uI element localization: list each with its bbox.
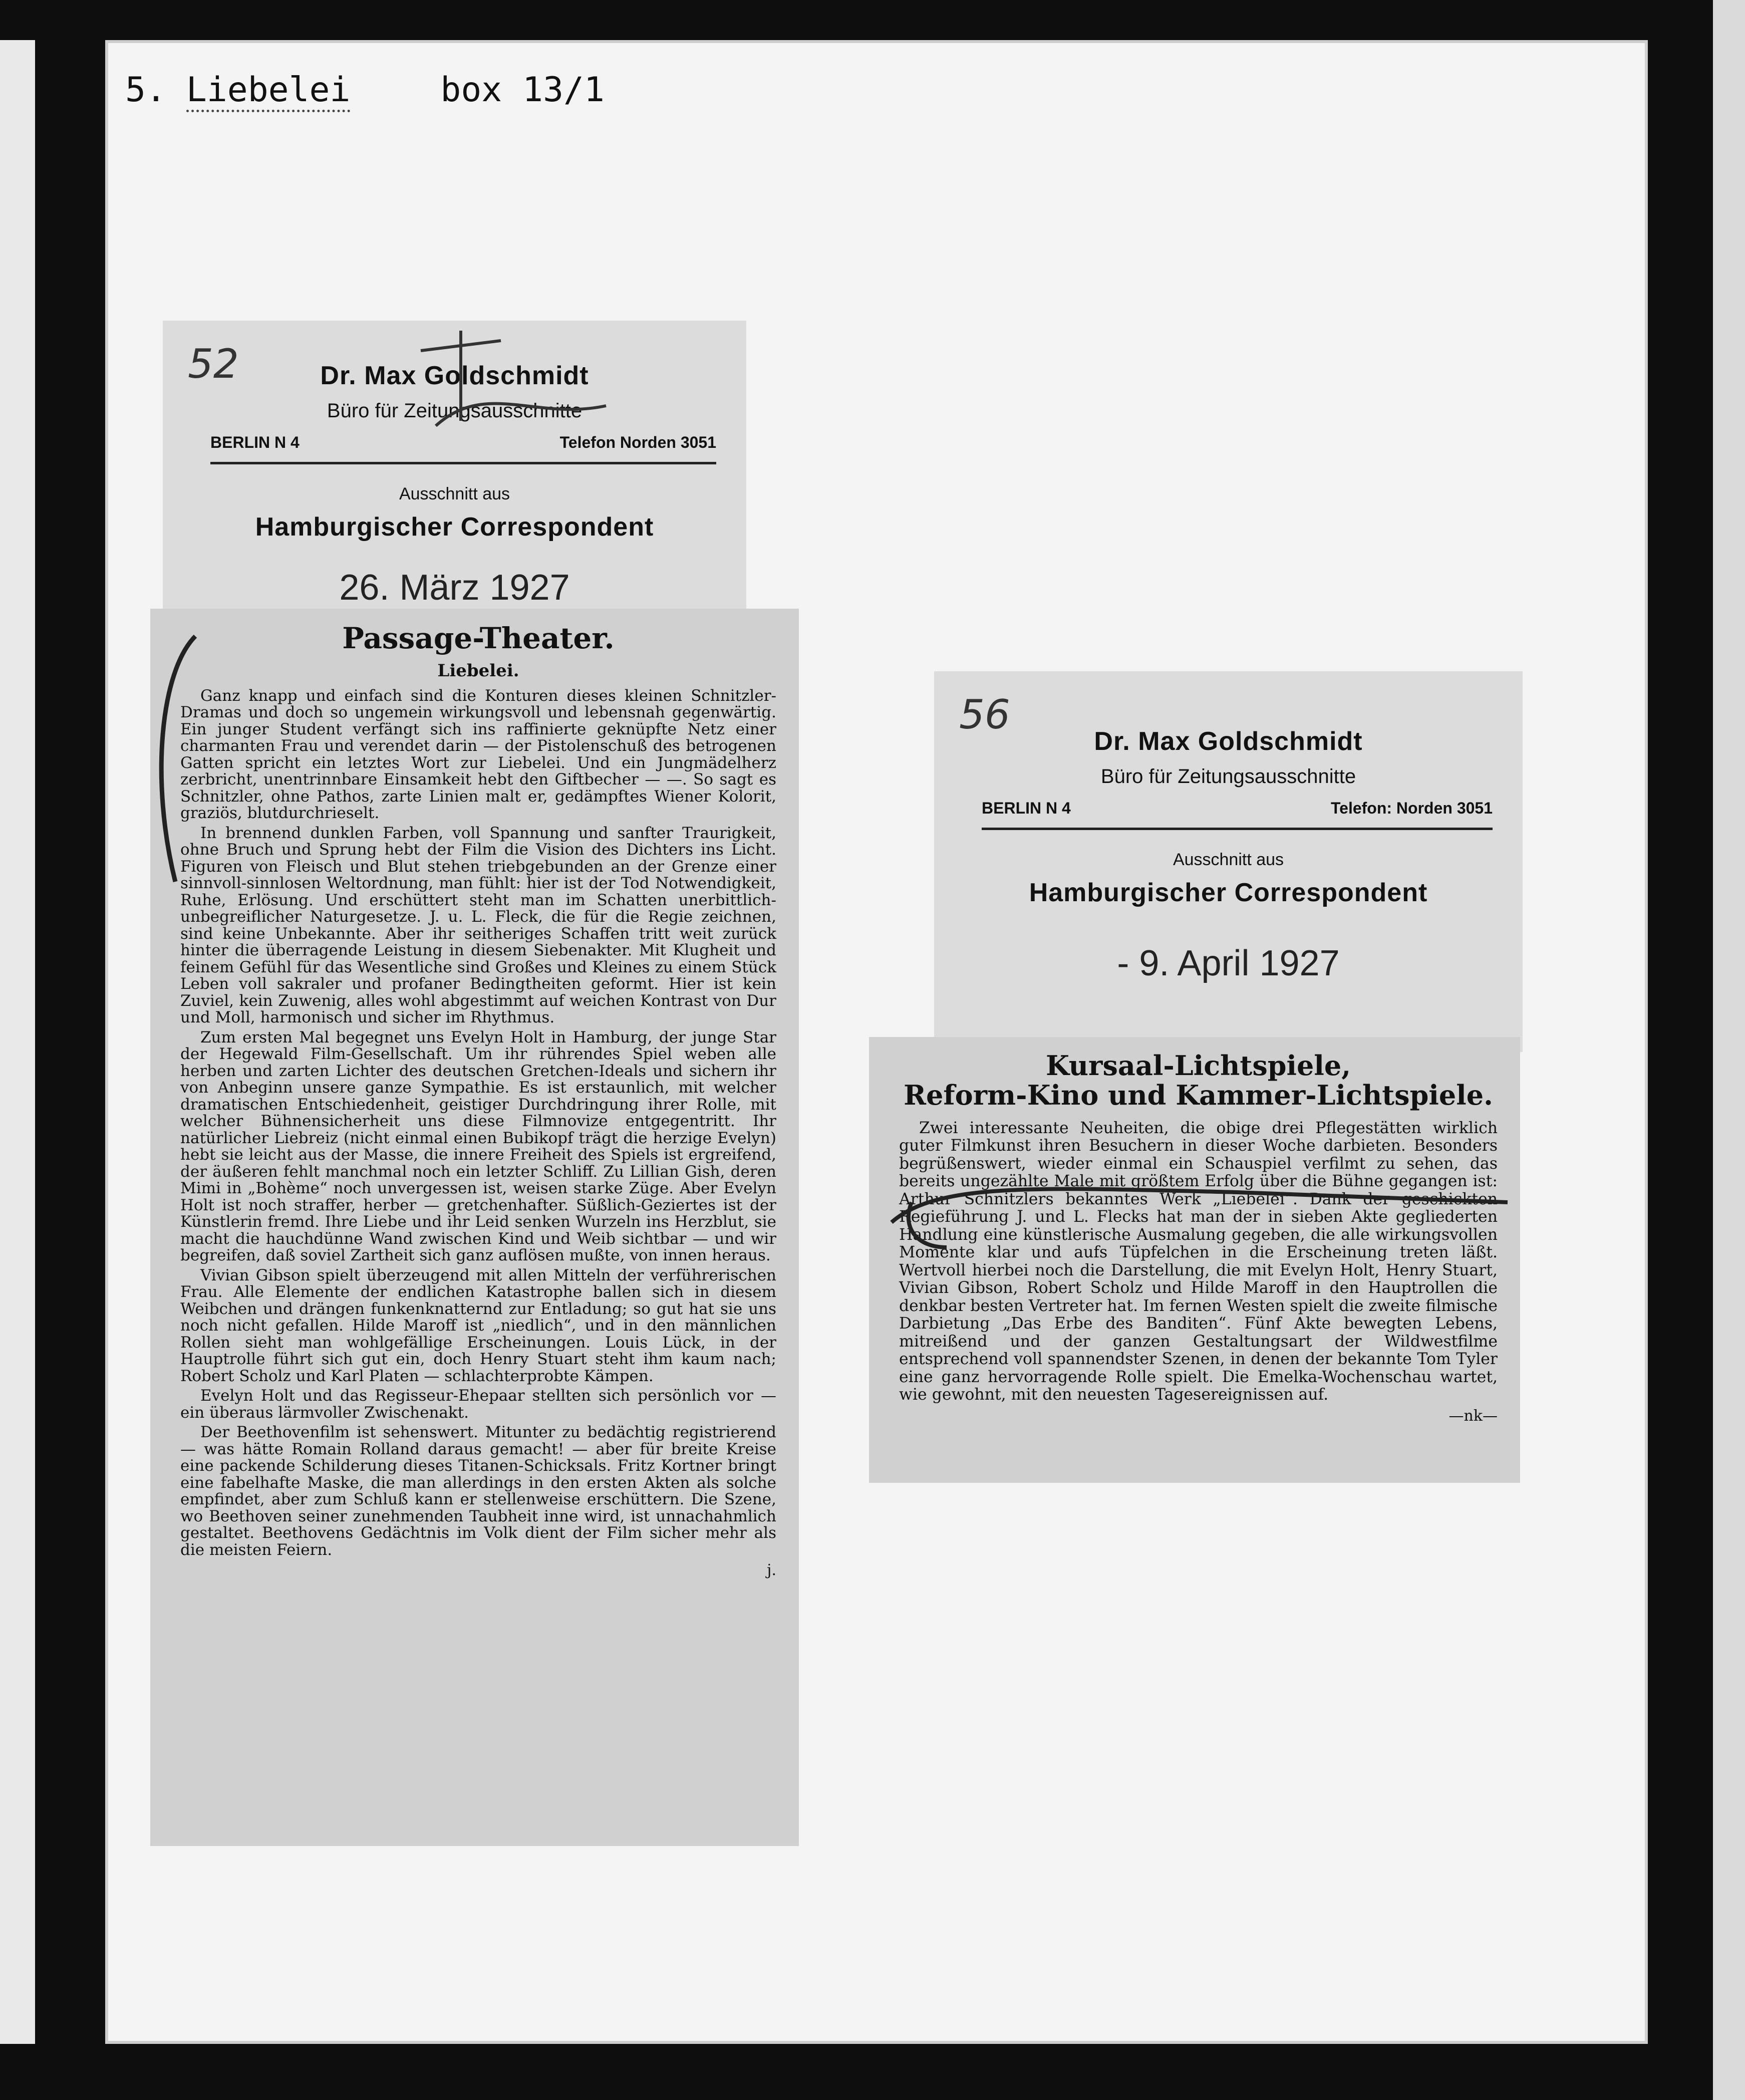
handwritten-number: 56: [959, 691, 1010, 738]
sheet-header: [125, 70, 605, 110]
clipping-date-stamp: - 9. April 1927: [1117, 943, 1340, 983]
article-signature: —nk—: [1448, 1407, 1498, 1425]
archive-sheet: [105, 40, 1648, 2044]
agency-name: Dr. Max Goldschmidt: [320, 361, 589, 390]
article-subheadline: Liebelei.: [437, 660, 519, 681]
article-paragraph: Der Beethovenfilm ist sehenswert. Mitunter zu bedächtig registrierend — was hätte Romain Rolland daraus gemacht! — aber für breite Kreise eine packende Schilderung dieses Titanen-Schicksals. Fritz Kortner bringt eine fabelhafte Maske, die man allerdings in den ersten Akten als solche empfindet, aber zum Schluß kann er stellenweise erschüttern. Die Szene, wo Beethoven seiner zunehmenden Taubheit inne wird, ist unnachahmlich gestaltet. Beethovens Gedächtnis im Volk dient der Film sicher mehr als die meisten Feiern.: [180, 1423, 776, 1559]
article-paragraph: Ganz knapp und einfach sind die Konturen dieses kleinen Schnitzler-Dramas und doch so ungemein wirkungsvoll und lebensnah gegenwärtig. Ein junger Student verfängt sich ins raffinierte geknüpfte Netz einer charmanten Frau und verendet darin — der Pistolenschuß des betrogenen Gatten spricht ein letztes Wort zur Liebelei. Und ein Jungmädelherz zerbricht, unentrinnbare Einsamkeit hebt den Giftbecher — —. So sagt es Schnitzler, ohne Pathos, zarte Linien malt er, gedämpftes Wiener Kolorit, graziös, blutdurchrieselt.: [180, 686, 776, 823]
article-paragraph: Zum ersten Mal begegnet uns Evelyn Holt in Hamburg, der junge Star der Hegewald Film-Gesellschaft. Um ihr rührendes Spiel weben alle herben und zarten Lichter des deutschen Gretchen-Ideals und sichern ihr von Anbeginn unsere ganze Sympathie. Es ist erstaunlich, mit welcher dramatischen Entschiedenheit, geistiger Durchdringung ihrer Rolle, mit welcher Bühnensicherheit uns diese Filmnovize entgegentritt. Ihr natürlicher Liebreiz (nicht einmal einen Bubikopf trägt die herzige Evelyn) hebt sie leicht aus der Masse, die innere Freiheit des Spiels ist ergreifend, der äußeren fehlt manchmal noch ein letzter Schliff. Zu Lillian Gish, deren Mimi in „Bohème“ noch unvergessen ist, weisen starke Züge. Aber Evelyn Holt ist noch straffer, herber — gretchenhafter. Süßlich-Geziertes ist der Künstlerin fremd. Ihre Liebe und ihr Leid senken Wurzeln ins Herzblut, sie macht die hauchdünne Wand zwischen Kind und Weib sichtbar — und wir begreifen, daß soviel Zartheit sich ganz auflösen mußte, von innen heraus.: [180, 1028, 776, 1265]
agency-city: BERLIN N 4: [210, 433, 300, 451]
article-headline: Kursaal-Lichtspiele,: [1045, 1049, 1351, 1082]
clipping-card-right: [934, 671, 1523, 1052]
clipping-from-label: Ausschnitt aus: [1173, 850, 1284, 869]
clipping-card-left: [163, 321, 746, 621]
clipping-date-stamp: 26. März 1927: [339, 568, 570, 608]
left-neighbour-page: [0, 40, 35, 2044]
agency-contact: [210, 433, 716, 464]
agency-phone: Telefon: Norden 3051: [1330, 799, 1493, 817]
right-neighbour-page: [1713, 0, 1745, 2100]
sheet-title: Liebelei: [186, 70, 351, 112]
article-paragraph: In brennend dunklen Farben, voll Spannung und sanfter Traurigkeit, ohne Bruch und Sprung hebt der Film die Vision des Dichters ins Licht. Figuren von Fleisch und Blut stehen triebgebunden an der Grenze einer sinnvoll-sinnlosen Weltordnung, man fühlt: hier ist der Tod Notwendigkeit, Ruhe, Erlösung. Und erschüttert steht man im Schatten unerbittlich-unbegreiflicher Naturgesetze. J. u. L. Fleck, die für die Regie zeichnen, sind keine Unbekannte. Aber ihr seitheriges Schaffen tritt weit zurück hinter die überragende Leistung in diesem Siebenakter. Mit Klugheit und feinem Gefühl für das Wesentliche sind Großes und Kleines zu einem Stück Leben voll sakraler und profaner Bedingtheiten geformt. Hier ist kein Zuviel, kein Zuwenig, alles wohl abgestimmt auf weichen Kontrast von Dur und Moll, harmonisch und sicher im Rhythmus.: [180, 824, 776, 1027]
article-left: [150, 609, 799, 1846]
box-label: box 13/1: [440, 70, 605, 110]
newspaper-name: Hamburgischer Correspondent: [255, 512, 654, 542]
article-headline: Passage-Theater.: [342, 621, 615, 655]
agency-service: Büro für Zeitungsausschnitte: [327, 400, 583, 422]
agency-service: Büro für Zeitungsausschnitte: [1100, 765, 1356, 788]
handwritten-number: 52: [188, 341, 239, 387]
clipping-from-label: Ausschnitt aus: [399, 484, 510, 503]
article-signature: j.: [767, 1561, 776, 1580]
agency-name: Dr. Max Goldschmidt: [1094, 727, 1363, 756]
agency-city: BERLIN N 4: [982, 799, 1071, 817]
article-paragraph: Zwei interessante Neuheiten, die obige drei Pflegestätten wirklich guter Filmkunst ihren Besuchern in dieser Woche darbieten. Besonders begrüßenswert, wieder einmal ein Schauspiel verfilmt zu sehen, das bereits ungezählte Male mit größtem Erfolg über die Bühne gegangen ist: Arthur Schnitzlers bekanntes Werk „Liebelei“. Dank der geschickten Regieführung J. und L. Flecks hat man der in sieben Akte gegliederten Handlung eine künstlerische Ausmalung gegeben, die alle wirkungsvollen Momente klar und aufs Tüpfelchen in die Erscheinung treten läßt. Wertvoll hierbei noch die Darstellung, die mit Evelyn Holt, Henry Stuart, Vivian Gibson, Robert Scholz und Hilde Maroff in den Hauptrollen die denkbar besten Vertreter hat. Im fernen Westen spielt die zweite filmische Darbietung „Das Erbe des Banditen“. Fünf Akte bewegten Lebens, mitreißend und der ganzen Gestaltungsart der Wildwestfilme entsprechend voll spannendster Szenen, in denen der bekannte Tom Tyler eine ganz hervorragende Rolle spielt. Die Emelka-Wochenschau wartet, wie gewohnt, mit den neuesten Tagesereignissen auf.: [899, 1119, 1498, 1404]
article-paragraph: Vivian Gibson spielt überzeugend mit allen Mitteln der verführerischen Frau. Alle Elemente der endlichen Katastrophe ballen sich in diesem Weibchen und drängen funkenknatternd zur Entladung; so gut hat sie uns noch nicht gefallen. Hilde Maroff ist „niedlich“, und in den männlichen Rollen sieht man wohlgefällige Erscheinungen. Louis Lück, in der Hauptrolle führt sich gut ein, doch Henry Stuart steht ihm kaum nach; Robert Scholz und Karl Platen — schlachterprobte Kämpen.: [180, 1266, 776, 1385]
agency-contact: [982, 799, 1493, 830]
newspaper-name: Hamburgischer Correspondent: [1029, 878, 1428, 907]
article-right: [869, 1037, 1520, 1483]
article-paragraph: Evelyn Holt und das Regisseur-Ehepaar stellten sich persönlich vor — ein überaus lärmvoller Zwischenakt.: [180, 1387, 776, 1422]
sheet-number: 5.: [125, 70, 166, 110]
article-headline-second-line: Reform-Kino und Kammer-Lichtspiele.: [904, 1079, 1493, 1112]
agency-phone: Telefon Norden 3051: [559, 433, 716, 451]
